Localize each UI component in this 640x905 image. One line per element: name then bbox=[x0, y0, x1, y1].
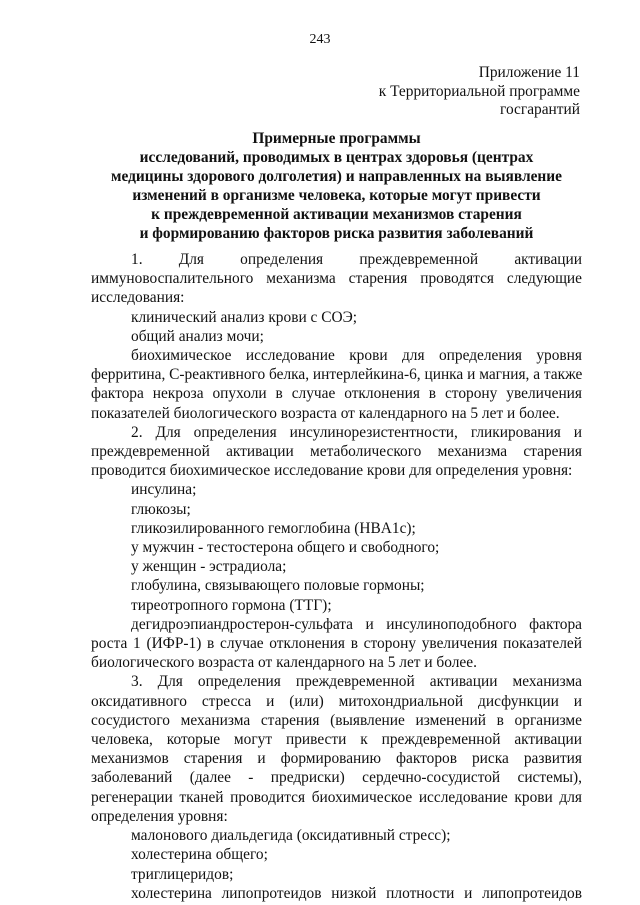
text-line: проводится биохимическое исследование крови для определения уровня: bbox=[91, 462, 573, 480]
list-item: глюкозы; bbox=[131, 500, 191, 518]
text-line: преждевременной активации метаболического механизма старения bbox=[91, 443, 582, 461]
list-item: у мужчин - тестостерона общего и свободного; bbox=[131, 539, 440, 557]
text-line: роста 1 (ИФР-1) в случае отклонения в сторону увеличения показателей bbox=[91, 635, 582, 653]
text-line: показателей биологического возраста от календарного на 5 лет и более. bbox=[91, 404, 560, 422]
appendix-line: Приложение 11 bbox=[478, 64, 580, 81]
text-line: иммуновоспалительного механизма старения проводятся следующие bbox=[91, 270, 582, 288]
list-item: инсулина; bbox=[131, 481, 197, 499]
text-line: биологического возраста от календарного на 5 лет и более. bbox=[91, 654, 477, 672]
section-1-paragraph bbox=[91, 250, 582, 308]
document-title bbox=[91, 129, 582, 243]
appendix-line: к Территориальной программе bbox=[378, 82, 580, 100]
title-line: медицины здорового долголетия) и направленных на выявление bbox=[110, 168, 563, 185]
document-body bbox=[91, 250, 582, 903]
section-2-paragraph bbox=[91, 423, 582, 481]
text-line: человека, которые могут привести к преждевременной активации bbox=[91, 731, 582, 749]
list-item: гликозилированного гемоглобина (HBA1c); bbox=[131, 519, 416, 537]
title-line: исследований, проводимых в центрах здоровья (центрах bbox=[139, 149, 534, 166]
title-line: Примерные программы bbox=[252, 130, 421, 147]
list-item: клинический анализ крови с СОЭ; bbox=[131, 308, 358, 326]
text-line: оксидативного стресса и (или) митохондриальной дисфункции и bbox=[91, 692, 582, 710]
title-line: к преждевременной активации механизмов старения bbox=[151, 206, 522, 223]
list-item: триглицеридов; bbox=[131, 865, 234, 883]
text-line: сосудистого механизма старения (выявление изменений в организме bbox=[91, 711, 582, 729]
text-line: определения уровня: bbox=[91, 807, 228, 825]
list-item: холестерина общего; bbox=[131, 846, 268, 864]
appendix-header bbox=[379, 64, 580, 120]
title-line: изменений в организме человека, которые могут привести bbox=[132, 187, 541, 204]
text-line: исследования: bbox=[91, 289, 185, 307]
text-line: холестерина липопротеидов низкой плотности и липопротеидов bbox=[131, 884, 582, 902]
text-line: заболеваний (далее - предриски) сердечно-сосудистой системы), bbox=[91, 769, 582, 787]
text-line: фактора некроза опухоли в случае отклонения в сторону увеличения bbox=[91, 385, 582, 403]
dhea-paragraph bbox=[91, 615, 582, 673]
page-number: 243 bbox=[309, 32, 331, 47]
title-line: и формированию факторов риска развития заболеваний bbox=[139, 225, 534, 242]
section-3-paragraph bbox=[91, 672, 582, 826]
biochem-paragraph bbox=[91, 346, 582, 423]
list-item: глобулина, связывающего половые гормоны; bbox=[131, 577, 425, 595]
list-item: тиреотропного гормона (ТТГ); bbox=[131, 596, 332, 614]
text-line: 2. Для определения инсулинорезистентности, гликирования и bbox=[131, 423, 582, 441]
text-line: 1. Для определения преждевременной активации bbox=[131, 251, 582, 268]
text-line: 3. Для определения преждевременной активации механизма bbox=[131, 673, 582, 691]
appendix-line: госгарантий bbox=[500, 101, 580, 118]
text-line: дегидроэпиандростерон-сульфата и инсулиноподобного фактора bbox=[131, 615, 582, 633]
list-item: у женщин - эстрадиола; bbox=[131, 558, 287, 576]
text-line: механизмов старения и формированию факторов риска развития bbox=[91, 750, 582, 768]
text-line: регенерации тканей проводится биохимическое исследование крови для bbox=[91, 788, 582, 806]
list-item: общий анализ мочи; bbox=[131, 327, 264, 345]
text-line: ферритина, С-реактивного белка, интерлейкина-6, цинка и магния, а также bbox=[91, 366, 583, 384]
list-item: малонового диальдегида (оксидативный стресс); bbox=[131, 827, 451, 845]
text-line: биохимическое исследование крови для определения уровня bbox=[131, 347, 582, 365]
